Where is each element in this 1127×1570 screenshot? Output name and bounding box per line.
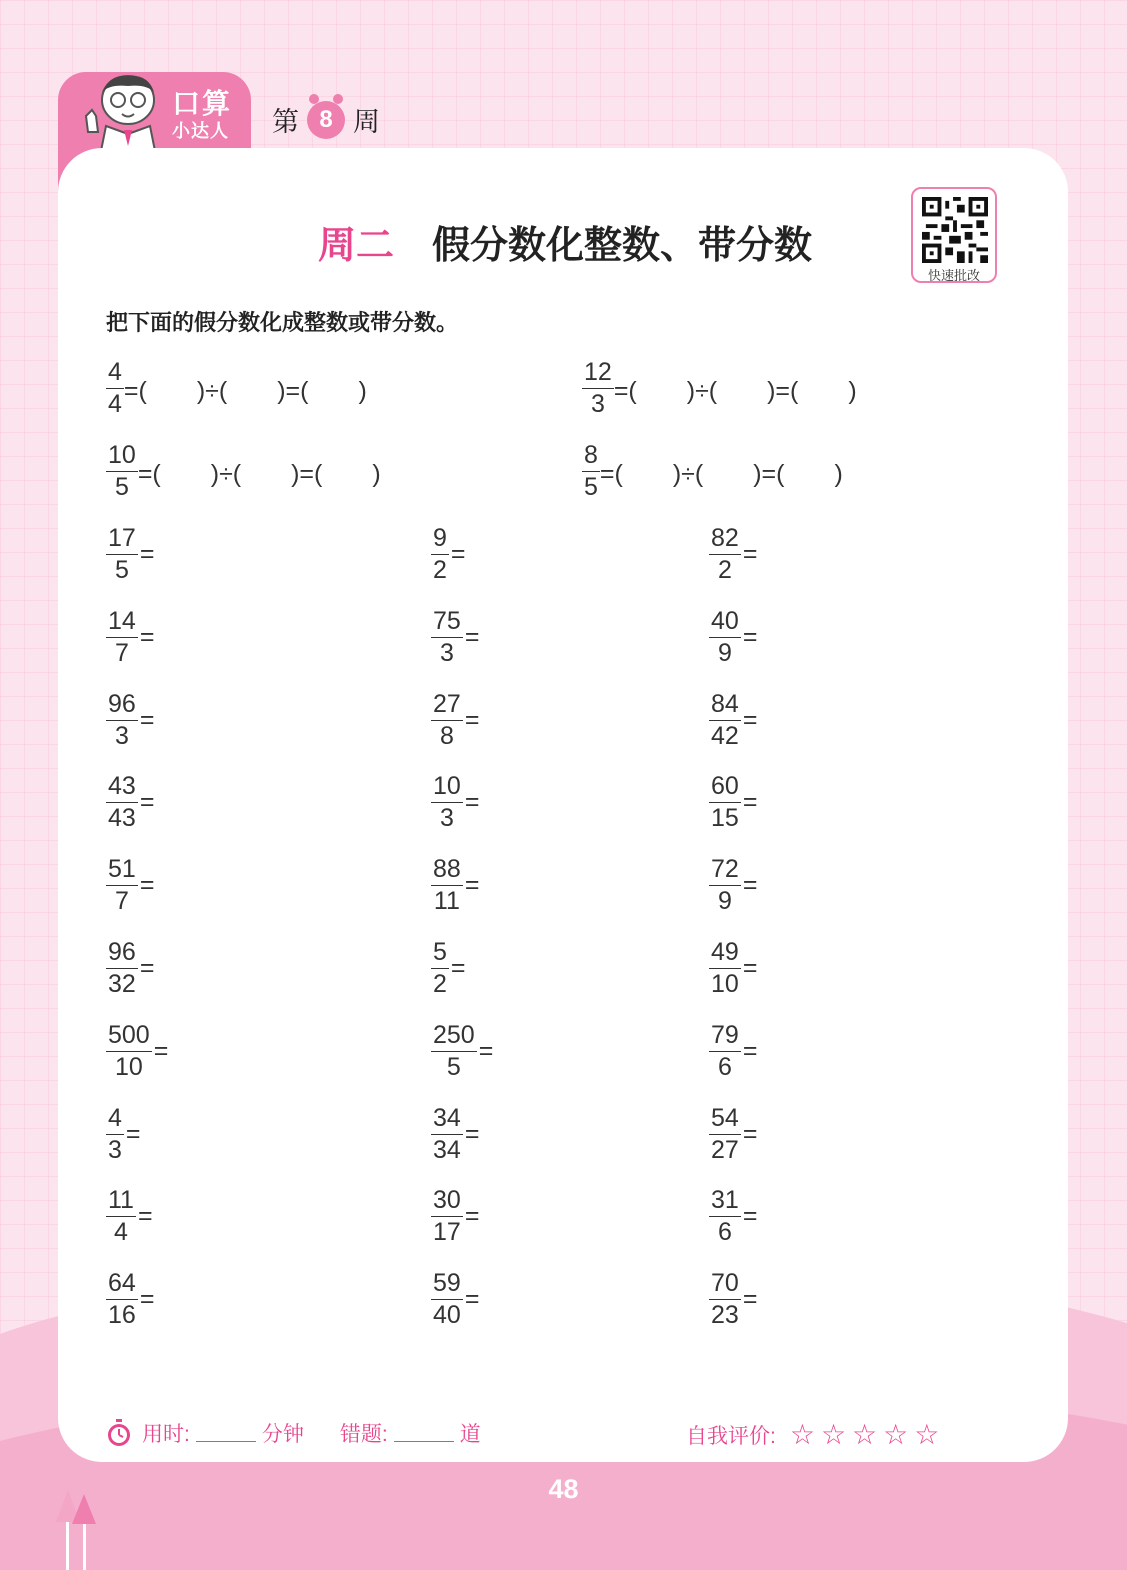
fraction (431, 774, 463, 831)
fraction (106, 1103, 124, 1164)
exercise-item[interactable] (431, 940, 466, 997)
time-unit: 分钟 (261, 1423, 304, 1446)
denominator: 7 (114, 887, 129, 916)
fraction (709, 526, 741, 583)
denominator: 10 (711, 970, 739, 998)
numerator: 4 (106, 1106, 124, 1135)
fraction (431, 940, 449, 997)
denominator: 32 (108, 970, 136, 998)
denominator: 6 (717, 1052, 732, 1081)
numerator: 84 (709, 692, 741, 721)
fraction (106, 857, 138, 914)
numerator: 70 (709, 1271, 741, 1300)
fraction (709, 857, 741, 914)
numerator: 96 (106, 940, 138, 969)
denominator: 9 (717, 638, 732, 667)
errors-label: 错题: (339, 1423, 388, 1446)
denominator: 3 (108, 1135, 122, 1164)
denominator: 27 (711, 1135, 739, 1164)
exercise-item[interactable] (431, 1271, 479, 1328)
exercise-item[interactable] (431, 606, 480, 667)
denominator: 43 (108, 804, 136, 833)
equals-sign: = (464, 705, 480, 734)
numerator: 54 (709, 1106, 741, 1135)
fraction (431, 1188, 463, 1245)
exercise-item[interactable] (431, 857, 479, 914)
week-label (272, 100, 380, 139)
denominator: 16 (108, 1301, 136, 1330)
fraction (431, 857, 463, 914)
equals-sign: = (742, 788, 758, 817)
fraction (709, 606, 741, 667)
numerator: 14 (106, 609, 138, 638)
exercise-item[interactable] (709, 526, 757, 583)
fraction (709, 1188, 741, 1245)
numerator: 60 (709, 774, 741, 803)
fraction (709, 689, 741, 750)
exercise-item[interactable] (106, 1188, 153, 1245)
exercise-item[interactable] (709, 940, 757, 997)
brand-title: 口算 (172, 88, 233, 119)
fraction (709, 940, 741, 997)
equals-sign: = (139, 788, 155, 817)
equals-sign: = (464, 622, 480, 651)
numerator: 31 (709, 1188, 741, 1217)
exercise-item[interactable] (431, 774, 479, 831)
exercise-item[interactable] (709, 1188, 757, 1245)
exercise-item[interactable] (709, 774, 757, 831)
fraction (106, 940, 138, 997)
fraction (431, 526, 449, 583)
exercise-item[interactable] (106, 526, 154, 583)
equals-sign: = (137, 1202, 153, 1231)
numerator: 96 (106, 692, 138, 721)
equals-sign: = (742, 1119, 758, 1148)
denominator: 17 (433, 1218, 461, 1247)
denominator: 23 (711, 1301, 739, 1330)
denominator: 6 (717, 1218, 732, 1247)
answer-template: =( )÷( )=( ) (137, 459, 381, 488)
exercise-item[interactable] (709, 606, 758, 667)
equals-sign: = (742, 871, 758, 900)
equals-sign: = (742, 1285, 758, 1314)
equals-sign: = (742, 954, 758, 982)
denominator: 11 (433, 887, 460, 916)
errors-unit: 道 (459, 1423, 481, 1446)
guided-problem[interactable] (582, 443, 843, 500)
denominator: 40 (433, 1301, 461, 1330)
exercise-item[interactable] (709, 857, 757, 914)
page-title (318, 214, 812, 269)
fraction (709, 1020, 741, 1081)
numerator: 64 (106, 1271, 138, 1300)
errors-blank[interactable] (394, 1424, 454, 1442)
guided-problem[interactable] (106, 443, 381, 500)
qr-label: 快速批改 (927, 268, 980, 283)
exercise-item[interactable] (106, 1103, 141, 1164)
time-label: 用时: (142, 1423, 190, 1446)
exercise-item[interactable] (106, 689, 155, 750)
fraction (106, 774, 138, 831)
numerator: 9 (431, 526, 449, 555)
exercise-item[interactable] (106, 940, 154, 997)
equals-sign: = (742, 1202, 758, 1231)
exercise-item[interactable] (431, 689, 480, 750)
title-topic: 假分数化整数、带分数 (432, 225, 813, 267)
exercise-item[interactable] (431, 1103, 480, 1164)
numerator: 72 (709, 857, 741, 886)
answer-template: =( )÷( )=( ) (123, 376, 367, 405)
fraction (431, 606, 463, 667)
exercise-item[interactable] (709, 1020, 758, 1081)
numerator: 500 (106, 1023, 152, 1052)
exercise-item[interactable] (431, 526, 466, 583)
week-suffix: 周 (353, 107, 380, 137)
guided-problem[interactable] (106, 360, 367, 417)
fraction (106, 526, 138, 583)
equals-sign: = (139, 1285, 155, 1314)
exercise-item[interactable] (106, 857, 154, 914)
equals-sign: = (139, 705, 155, 734)
week-number-badge: 8 (307, 101, 345, 139)
numerator: 51 (106, 857, 138, 886)
worksheet-card (58, 148, 1068, 1462)
denominator: 2 (433, 556, 447, 584)
denominator: 9 (717, 887, 732, 916)
denominator: 2 (717, 556, 732, 584)
fraction: $\frac{4}{4}$ (108, 358, 122, 418)
equals-sign: = (153, 1036, 169, 1065)
denominator: 3 (439, 804, 454, 833)
denominator: 8 (439, 721, 454, 750)
numerator: 10 (431, 774, 463, 803)
equals-sign: = (139, 871, 155, 900)
footer-time-errors (106, 1418, 481, 1448)
equals-sign: = (464, 1285, 480, 1314)
exercise-item[interactable] (709, 689, 758, 750)
numerator: 79 (709, 1023, 741, 1052)
equals-sign: = (742, 622, 758, 651)
equals-sign: = (464, 1202, 480, 1231)
denominator: 3 (439, 638, 454, 667)
fraction (106, 1271, 138, 1328)
page-number: 48 (548, 1474, 579, 1504)
numerator: 11 (106, 1188, 136, 1217)
fraction (431, 689, 463, 750)
denominator: 5 (446, 1052, 461, 1081)
instruction: 把下面的假分数化成整数或带分数。 (106, 310, 459, 335)
exercise-item[interactable] (709, 1103, 758, 1164)
denominator: 2 (433, 970, 447, 998)
numerator: 40 (709, 609, 741, 638)
equals-sign: = (139, 954, 155, 982)
denominator: 7 (114, 638, 129, 667)
equals-sign: = (464, 1119, 480, 1148)
exercise-item[interactable] (709, 1271, 757, 1328)
week-prefix: 第 (272, 107, 299, 137)
numerator: 27 (431, 692, 463, 721)
fraction (106, 1188, 136, 1245)
exercise-item[interactable] (106, 1271, 154, 1328)
fraction (106, 1020, 152, 1081)
denominator: 15 (711, 804, 739, 833)
numerator: 49 (709, 940, 741, 969)
numerator: 82 (709, 526, 741, 555)
qr-code-icon (921, 197, 989, 263)
rating-label: 自我评价: (686, 1424, 776, 1448)
numerator: 17 (106, 526, 138, 555)
answer-template: =( )÷( )=( ) (599, 459, 843, 488)
exercise-item[interactable] (431, 1020, 494, 1081)
numerator: 88 (431, 857, 463, 886)
rating-stars[interactable]: ☆☆☆☆☆ (789, 1419, 946, 1450)
brand-subtitle: 小达人 (172, 121, 229, 141)
fraction: $\frac{10}{5}$ (108, 441, 136, 501)
equals-sign: = (742, 540, 758, 568)
denominator: 10 (114, 1052, 143, 1081)
fraction (709, 1271, 741, 1328)
qr-code-panel[interactable] (911, 187, 997, 283)
equals-sign: = (450, 954, 466, 982)
fraction (431, 1271, 463, 1328)
fraction: $\frac{12}{3}$ (584, 358, 612, 418)
numerator: 75 (431, 609, 463, 638)
fraction: $\frac{8}{5}$ (584, 441, 598, 501)
fraction (431, 1103, 463, 1164)
exercise-item[interactable] (431, 1188, 479, 1245)
answer-template: =( )÷( )=( ) (613, 376, 857, 405)
denominator: 34 (433, 1135, 461, 1164)
guided-problem[interactable] (582, 360, 857, 417)
equals-sign: = (125, 1119, 141, 1148)
equals-sign: = (450, 540, 466, 568)
numerator: 30 (431, 1188, 463, 1217)
stopwatch-icon (106, 1419, 132, 1447)
fraction (709, 1103, 741, 1164)
numerator: 34 (431, 1106, 463, 1135)
equals-sign: = (139, 540, 155, 568)
equals-sign: = (742, 705, 758, 734)
numerator: 5 (431, 940, 449, 969)
fraction (431, 1020, 477, 1081)
equals-sign: = (742, 1036, 758, 1065)
exercise-item[interactable] (106, 774, 154, 831)
equals-sign: = (478, 1036, 494, 1065)
denominator: 42 (711, 721, 739, 750)
fraction (106, 606, 138, 667)
equals-sign: = (139, 622, 155, 651)
numerator: 43 (106, 774, 138, 803)
tree-decoration-icon (54, 1490, 98, 1570)
title-day: 周二 (318, 225, 395, 267)
equals-sign: = (464, 788, 480, 817)
footer-rating (686, 1418, 945, 1451)
numerator: 59 (431, 1271, 463, 1300)
denominator: 3 (114, 721, 129, 750)
numerator: 250 (431, 1023, 477, 1052)
exercise-item[interactable] (106, 606, 155, 667)
exercise-item[interactable] (106, 1020, 169, 1081)
time-blank[interactable] (196, 1424, 256, 1442)
fraction (106, 689, 138, 750)
denominator: 5 (114, 556, 129, 584)
denominator: 4 (114, 1218, 128, 1247)
mascot-icon (80, 70, 168, 156)
fraction (709, 774, 741, 831)
equals-sign: = (464, 871, 480, 900)
